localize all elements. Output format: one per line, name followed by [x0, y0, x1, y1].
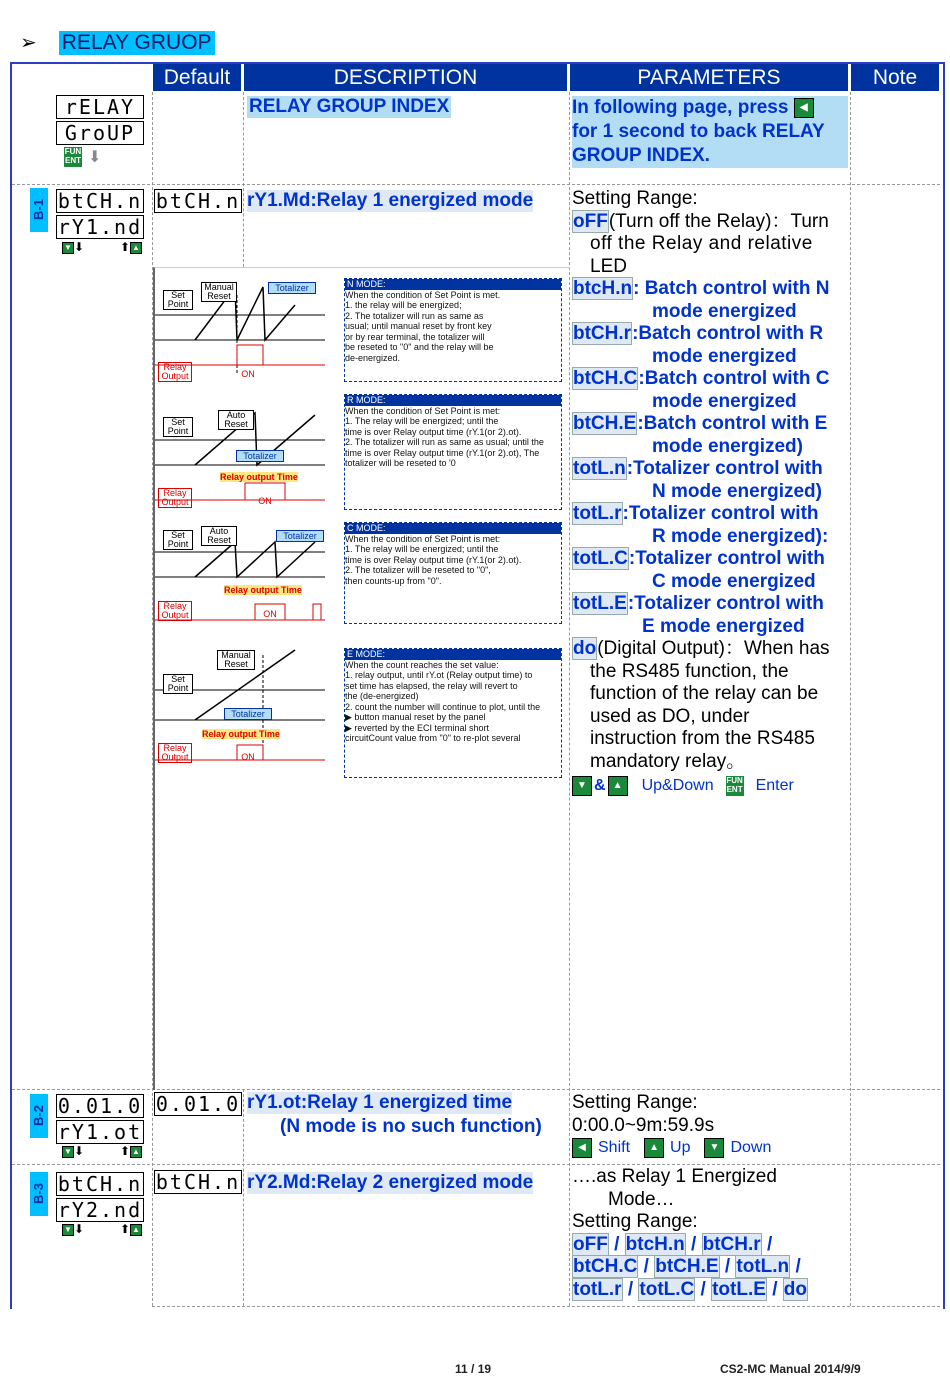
set-point-label: Set Point: [163, 290, 193, 310]
setting-range-label: Setting Range:: [572, 188, 698, 209]
lcd-display: rY1.nd: [57, 215, 143, 239]
relay-output-label: Relay Output: [158, 743, 192, 763]
b2-keys: [62, 1144, 142, 1158]
relay-output-label: Relay Output: [158, 601, 192, 621]
col-divider: [243, 1089, 244, 1306]
up-key-icon: ⬆ ▲: [120, 240, 142, 254]
down-key-icon: ▼: [572, 776, 592, 796]
down-key-icon: ▼ ⬇: [62, 1222, 84, 1236]
col-divider: [850, 92, 851, 1306]
row-divider: [12, 1164, 940, 1165]
b3-keys: [62, 1222, 142, 1236]
b3-description: rY2.Md:Relay 2 energized mode: [247, 1172, 534, 1193]
auto-reset-label: Auto Reset: [201, 526, 237, 546]
left-key-icon: ◀: [572, 1138, 592, 1158]
default-lcd: btCH.n: [155, 189, 241, 213]
lcd-display: rELAY: [56, 95, 144, 119]
b2-parameters: Setting Range: 0:00.0~9m:59.9s ◀ Shift ▲ Up ▼ Down: [572, 1092, 848, 1160]
totalizer-label: Totalizer: [224, 708, 272, 720]
up-key-icon: ⬆ ▲: [120, 1144, 142, 1158]
section-title-text: RELAY GRUOP: [59, 31, 215, 55]
bullet-arrow-icon: ➢: [20, 32, 37, 54]
default-lcd: btCH.n: [155, 1170, 241, 1194]
up-key-icon: ▲: [608, 776, 628, 796]
auto-reset-label: Auto Reset: [218, 410, 254, 430]
on-label: ON: [258, 496, 272, 506]
set-point-label: Set Point: [163, 674, 193, 694]
param-off: oFF(Turn off the Relay)：Turn: [573, 210, 829, 232]
relay-output-label: Relay Output: [158, 362, 192, 382]
section-title: [20, 30, 215, 55]
header-note: Note: [851, 64, 939, 91]
row-divider: [12, 184, 940, 185]
header-parameters: PARAMETERS: [570, 64, 848, 91]
down-arrow-icon: ⬇: [88, 149, 102, 166]
b2-description-note: (N mode is no such function): [280, 1116, 542, 1137]
nav-keys: ▼ & ▲ Up&Down FUN ENT Enter: [572, 775, 848, 798]
c-mode-box: C MODE: When the condition of Set Point is met: 1. The relay will be energized; until the time is over Relay output time (rY.1(or 2).ot). 2. The totalizer will be reseted to "0", then counts-up from "0".: [344, 522, 562, 624]
on-label: ON: [241, 369, 255, 379]
relay-output-label: Relay Output: [158, 488, 192, 508]
header-default: Default: [153, 64, 241, 91]
down-key-icon: ▼ ⬇: [62, 240, 84, 254]
set-point-label: Set Point: [163, 417, 193, 437]
b1-parameters: Setting Range: oFF(Turn off the Relay)：Turn off the Relay and relative LED btcH.n: Batch control with N mode energized btCH.r:Batch control with R mode energized btCH.C:Batch control with C mode energized btCH.E:Batch control with E mode energized) totL.n:Totalizer control with N mode energized) totL.r:Totalizer control with R mode energized): totL.C:Totalizer control with C mode energized totL.E:Totalizer control with E mode energized do(Digital Output)：When has the RS485 function, the function of the relay can be used as DO, under instruction from the RS485 mandatory relay。 ▼ & ▲ Up&Down FUN ENT Enter: [572, 188, 848, 798]
lcd-display: btCH.n: [57, 189, 143, 213]
index-parameters: In following page, press ◀ for 1 second to back RELAY GROUP INDEX.: [572, 96, 848, 168]
n-mode-box: N MODE: When the condition of Set Point is met. 1. the relay will be energized; 2. The totalizer will run as same as usual; until manual reset by front key or by rear terminal, the totalizer will be reseted to "0" and the relay will be de-energized.: [344, 278, 562, 382]
lcd-display: 0.01.0: [57, 1094, 143, 1118]
on-label: ON: [263, 609, 277, 619]
down-key-icon: ▼ ⬇: [62, 1144, 84, 1158]
up-key-icon: ⬆ ▲: [120, 1222, 142, 1236]
relay-output-time-label: Relay output Time: [220, 472, 298, 482]
b1-description: rY1.Md:Relay 1 energized mode: [247, 190, 534, 211]
totalizer-label: Totalizer: [236, 450, 284, 462]
index-description: RELAY GROUP INDEX: [249, 96, 450, 117]
left-key-icon: ◀: [794, 98, 814, 118]
row-label-b2: B-2: [30, 1094, 48, 1138]
manual-reset-label: Manual Reset: [217, 650, 255, 670]
header-description: DESCRIPTION: [244, 64, 567, 91]
row-label-b3: B-3: [30, 1172, 48, 1216]
lcd-display: rY2.nd: [57, 1198, 143, 1222]
row-divider: [152, 1306, 940, 1307]
fun-ent-key-icon: FUN ENT: [726, 776, 743, 795]
totalizer-label: Totalizer: [268, 282, 316, 294]
up-key-icon: ▲: [644, 1138, 664, 1158]
relay-output-time-label: Relay output Time: [224, 585, 302, 595]
lcd-display: GroUP: [56, 121, 144, 145]
b1-keys: [62, 240, 142, 254]
lcd-display: rY1.ot: [57, 1120, 143, 1144]
fun-ent-key-icon: FUN ENT: [64, 147, 82, 165]
row-label-b1: B-1: [30, 188, 48, 232]
col-divider: [243, 92, 244, 267]
down-key-icon: ▼: [704, 1138, 724, 1158]
page-number: 11 / 19: [455, 1362, 492, 1376]
default-lcd: 0.01.0: [155, 1092, 241, 1116]
set-point-label: Set Point: [163, 530, 193, 550]
b2-description: rY1.ot:Relay 1 energized time: [247, 1092, 513, 1113]
r-mode-box: R MODE: When the condition of Set Point is met: 1. The relay will be energized; until the time is over Relay output time (rY.1(or 2).ot). 2. The totalizer will run as same as usual; until the time is over Relay output time (rY.1(or 2).ot), The totalizer will be reseted to '0: [344, 394, 562, 510]
relay-output-time-label: Relay output Time: [202, 729, 280, 739]
manual-name: CS2-MC Manual 2014/9/9: [720, 1362, 861, 1376]
lcd-display: btCH.n: [57, 1172, 143, 1196]
totalizer-label: Totalizer: [276, 530, 324, 542]
index-keys: [64, 147, 101, 167]
b3-parameters: ….as Relay 1 Energized Mode… Setting Range: oFF / btcH.n / btCH.r / btCH.C / btCH.E / totL.n / totL.r / totL.C / totL.E / do: [572, 1166, 807, 1300]
e-mode-box: E MODE: When the count reaches the set value: 1. relay output, until rY.ot (Relay output time) to set time has elapsed, the relay will revert to the (de-energized) 2. count the number will continue to plot, until the ▶ button manual reset by the panel ▶ reverted by the ECI terminal short circuitCount value from "0" to re-plot several: [344, 648, 562, 778]
manual-reset-label: Manual Reset: [201, 282, 237, 302]
on-label: ON: [241, 752, 255, 762]
